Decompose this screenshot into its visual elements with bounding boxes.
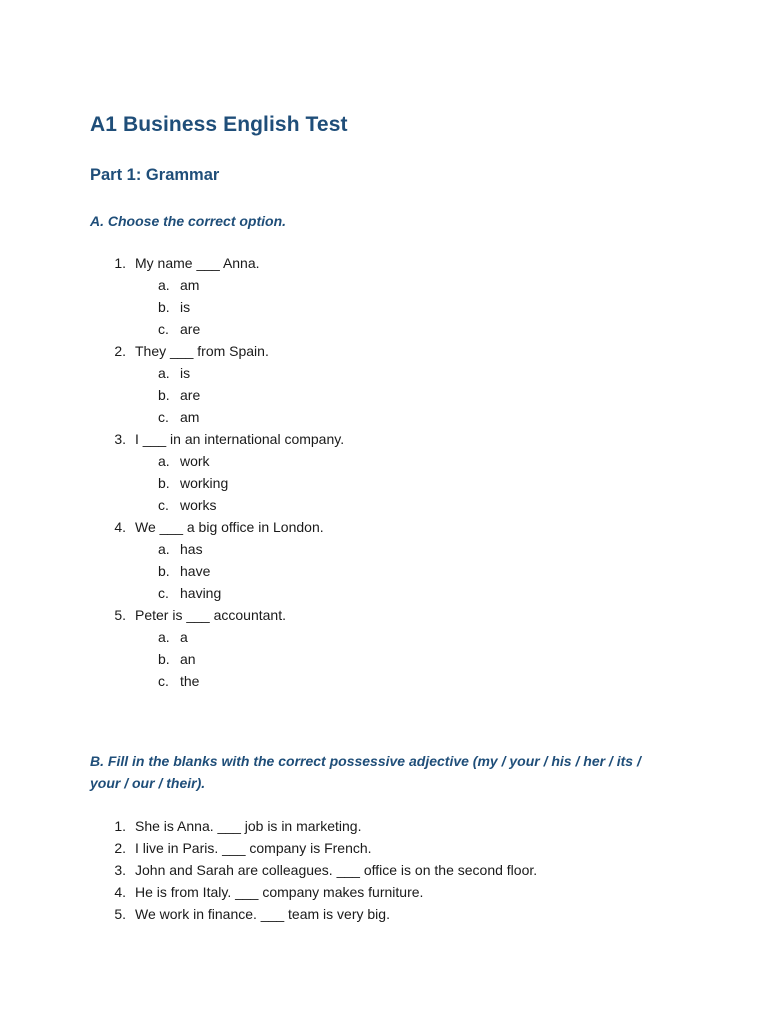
part-heading-grammar: Part 1: Grammar [90, 166, 220, 184]
option-letter: c. [158, 497, 169, 513]
question-text: Peter is ___ accountant. [135, 607, 286, 623]
option-letter: b. [158, 563, 170, 579]
option-letter: b. [158, 299, 170, 315]
option-letter: a. [158, 453, 170, 469]
option-letter: a. [158, 541, 170, 557]
question-number: 5. [114, 906, 126, 922]
option-letter: a. [158, 629, 170, 645]
option-text: work [180, 453, 210, 469]
option-text: am [180, 277, 200, 293]
question-text: I ___ in an international company. [135, 431, 345, 447]
option-text: is [180, 365, 191, 381]
question-text: He is from Italy. ___ company makes furniture. [135, 884, 424, 900]
option-text: is [180, 299, 191, 315]
option-text: am [180, 409, 200, 425]
question-number: 2. [114, 840, 126, 856]
question-number: 4. [114, 519, 126, 535]
option-text: working [180, 475, 229, 491]
option-letter: b. [158, 475, 170, 491]
option-text: a [180, 629, 188, 645]
option-letter: c. [158, 585, 169, 601]
option-text: has [180, 541, 203, 557]
question-number: 1. [114, 818, 126, 834]
section-b-instruction: B. Fill in the blanks with the correct possessive adjective (my / your / his / her / its / your / our / their). [90, 753, 641, 791]
option-text: the [180, 673, 200, 689]
option-text: an [180, 651, 196, 667]
question-text: We work in finance. ___ team is very big. [135, 906, 390, 922]
question-text: I live in Paris. ___ company is French. [135, 840, 372, 856]
question-number: 2. [114, 343, 126, 359]
option-letter: a. [158, 365, 170, 381]
section-a-instruction: A. Choose the correct option. [90, 213, 287, 229]
question-number: 3. [114, 862, 126, 878]
option-letter: c. [158, 409, 169, 425]
question-text: My name ___ Anna. [135, 255, 260, 271]
option-letter: b. [158, 387, 170, 403]
option-text: having [180, 585, 222, 601]
question-number: 4. [114, 884, 126, 900]
question-number: 5. [114, 607, 126, 623]
question-number: 1. [114, 255, 126, 271]
option-text: are [180, 387, 201, 403]
option-text: have [180, 563, 211, 579]
option-letter: b. [158, 651, 170, 667]
question-text: She is Anna. ___ job is in marketing. [135, 818, 362, 834]
document-title: A1 Business English Test [90, 113, 348, 136]
question-number: 3. [114, 431, 126, 447]
question-text: They ___ from Spain. [135, 343, 269, 359]
question-text: We ___ a big office in London. [135, 519, 324, 535]
question-text: John and Sarah are colleagues. ___ office is on the second floor. [135, 862, 538, 878]
option-text: are [180, 321, 201, 337]
option-text: works [180, 497, 217, 513]
option-letter: c. [158, 321, 169, 337]
option-letter: a. [158, 277, 170, 293]
option-letter: c. [158, 673, 169, 689]
